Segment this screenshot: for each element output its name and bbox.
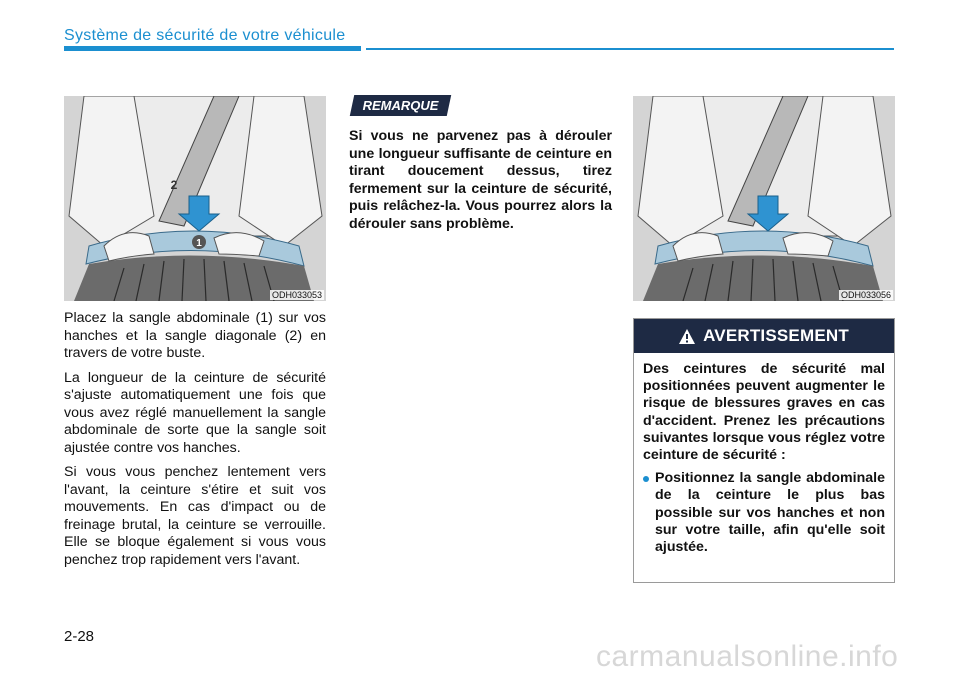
watermark: carmanualsonline.info [596, 640, 899, 673]
note-label: REMARQUE [362, 98, 439, 113]
seatbelt-drawing-1 [64, 96, 326, 301]
figure-code: ODH033056 [840, 290, 891, 300]
page-number: 2-28 [64, 628, 95, 645]
warning-list-item [643, 470, 885, 556]
warning-triangle-icon [679, 329, 695, 344]
paragraph-2: La longueur de la ceinture de sécurité s'ajuste automatiquement une fois que vous avez réglé manuellement la sangle abdominale de sorte que la sangle soit ajustée contre vos hanches. [64, 369, 326, 456]
warning-header [634, 319, 894, 353]
paragraph-3: Si vous vous penchez lentement vers l'avant, la ceinture s'étire et suit vos mouvements. En cas d'impact ou de freinage brutal, la ceinture se verrouille. Elle se bloque également si vous vous penchez trop rapidement vers l'avant. [64, 464, 326, 568]
note-label-badge [350, 95, 451, 116]
figure-code: ODH033053 [271, 290, 322, 300]
warning-box [633, 318, 895, 583]
seatbelt-drawing-2 [633, 96, 895, 301]
figure-label-2: 2 [170, 178, 178, 192]
header-rule-thin [366, 48, 894, 50]
warning-intro: Des ceintures de sécurité mal positionnées peuvent augmenter le risque de blessures graves en cas d'accident. Prenez les précautions suivantes lorsque vous réglez votre ceinture de sécurité : [643, 361, 885, 464]
warning-body [634, 353, 894, 556]
figure-label-1: 1 [196, 238, 202, 249]
note-text: Si vous ne parvenez pas à dérouler une longueur suffisante de ceinture en tirant doucement dessus, tirez fermement sur la ceinture de sécurité, puis relâchez-la. Vous pourrez alors la dérouler sans problème. [349, 128, 612, 232]
section-title: Système de sécurité de votre véhicule [64, 27, 346, 44]
warning-item-text: Positionnez la sangle abdominale de la ceinture le plus bas possible sur vos hanches et non sur votre taille, afin qu'elle soit ajustée. [655, 470, 885, 556]
body-text-left [64, 310, 326, 576]
header-rule-thick [64, 46, 361, 51]
bullet-icon [643, 476, 649, 482]
paragraph-1: Placez la sangle abdominale (1) sur vos hanches et la sangle diagonale (2) en travers de votre buste. [64, 310, 326, 361]
seatbelt-illustration-2 [633, 96, 895, 301]
warning-title: AVERTISSEMENT [703, 326, 849, 345]
warning-list [643, 470, 885, 556]
seatbelt-illustration-1 [64, 96, 326, 301]
